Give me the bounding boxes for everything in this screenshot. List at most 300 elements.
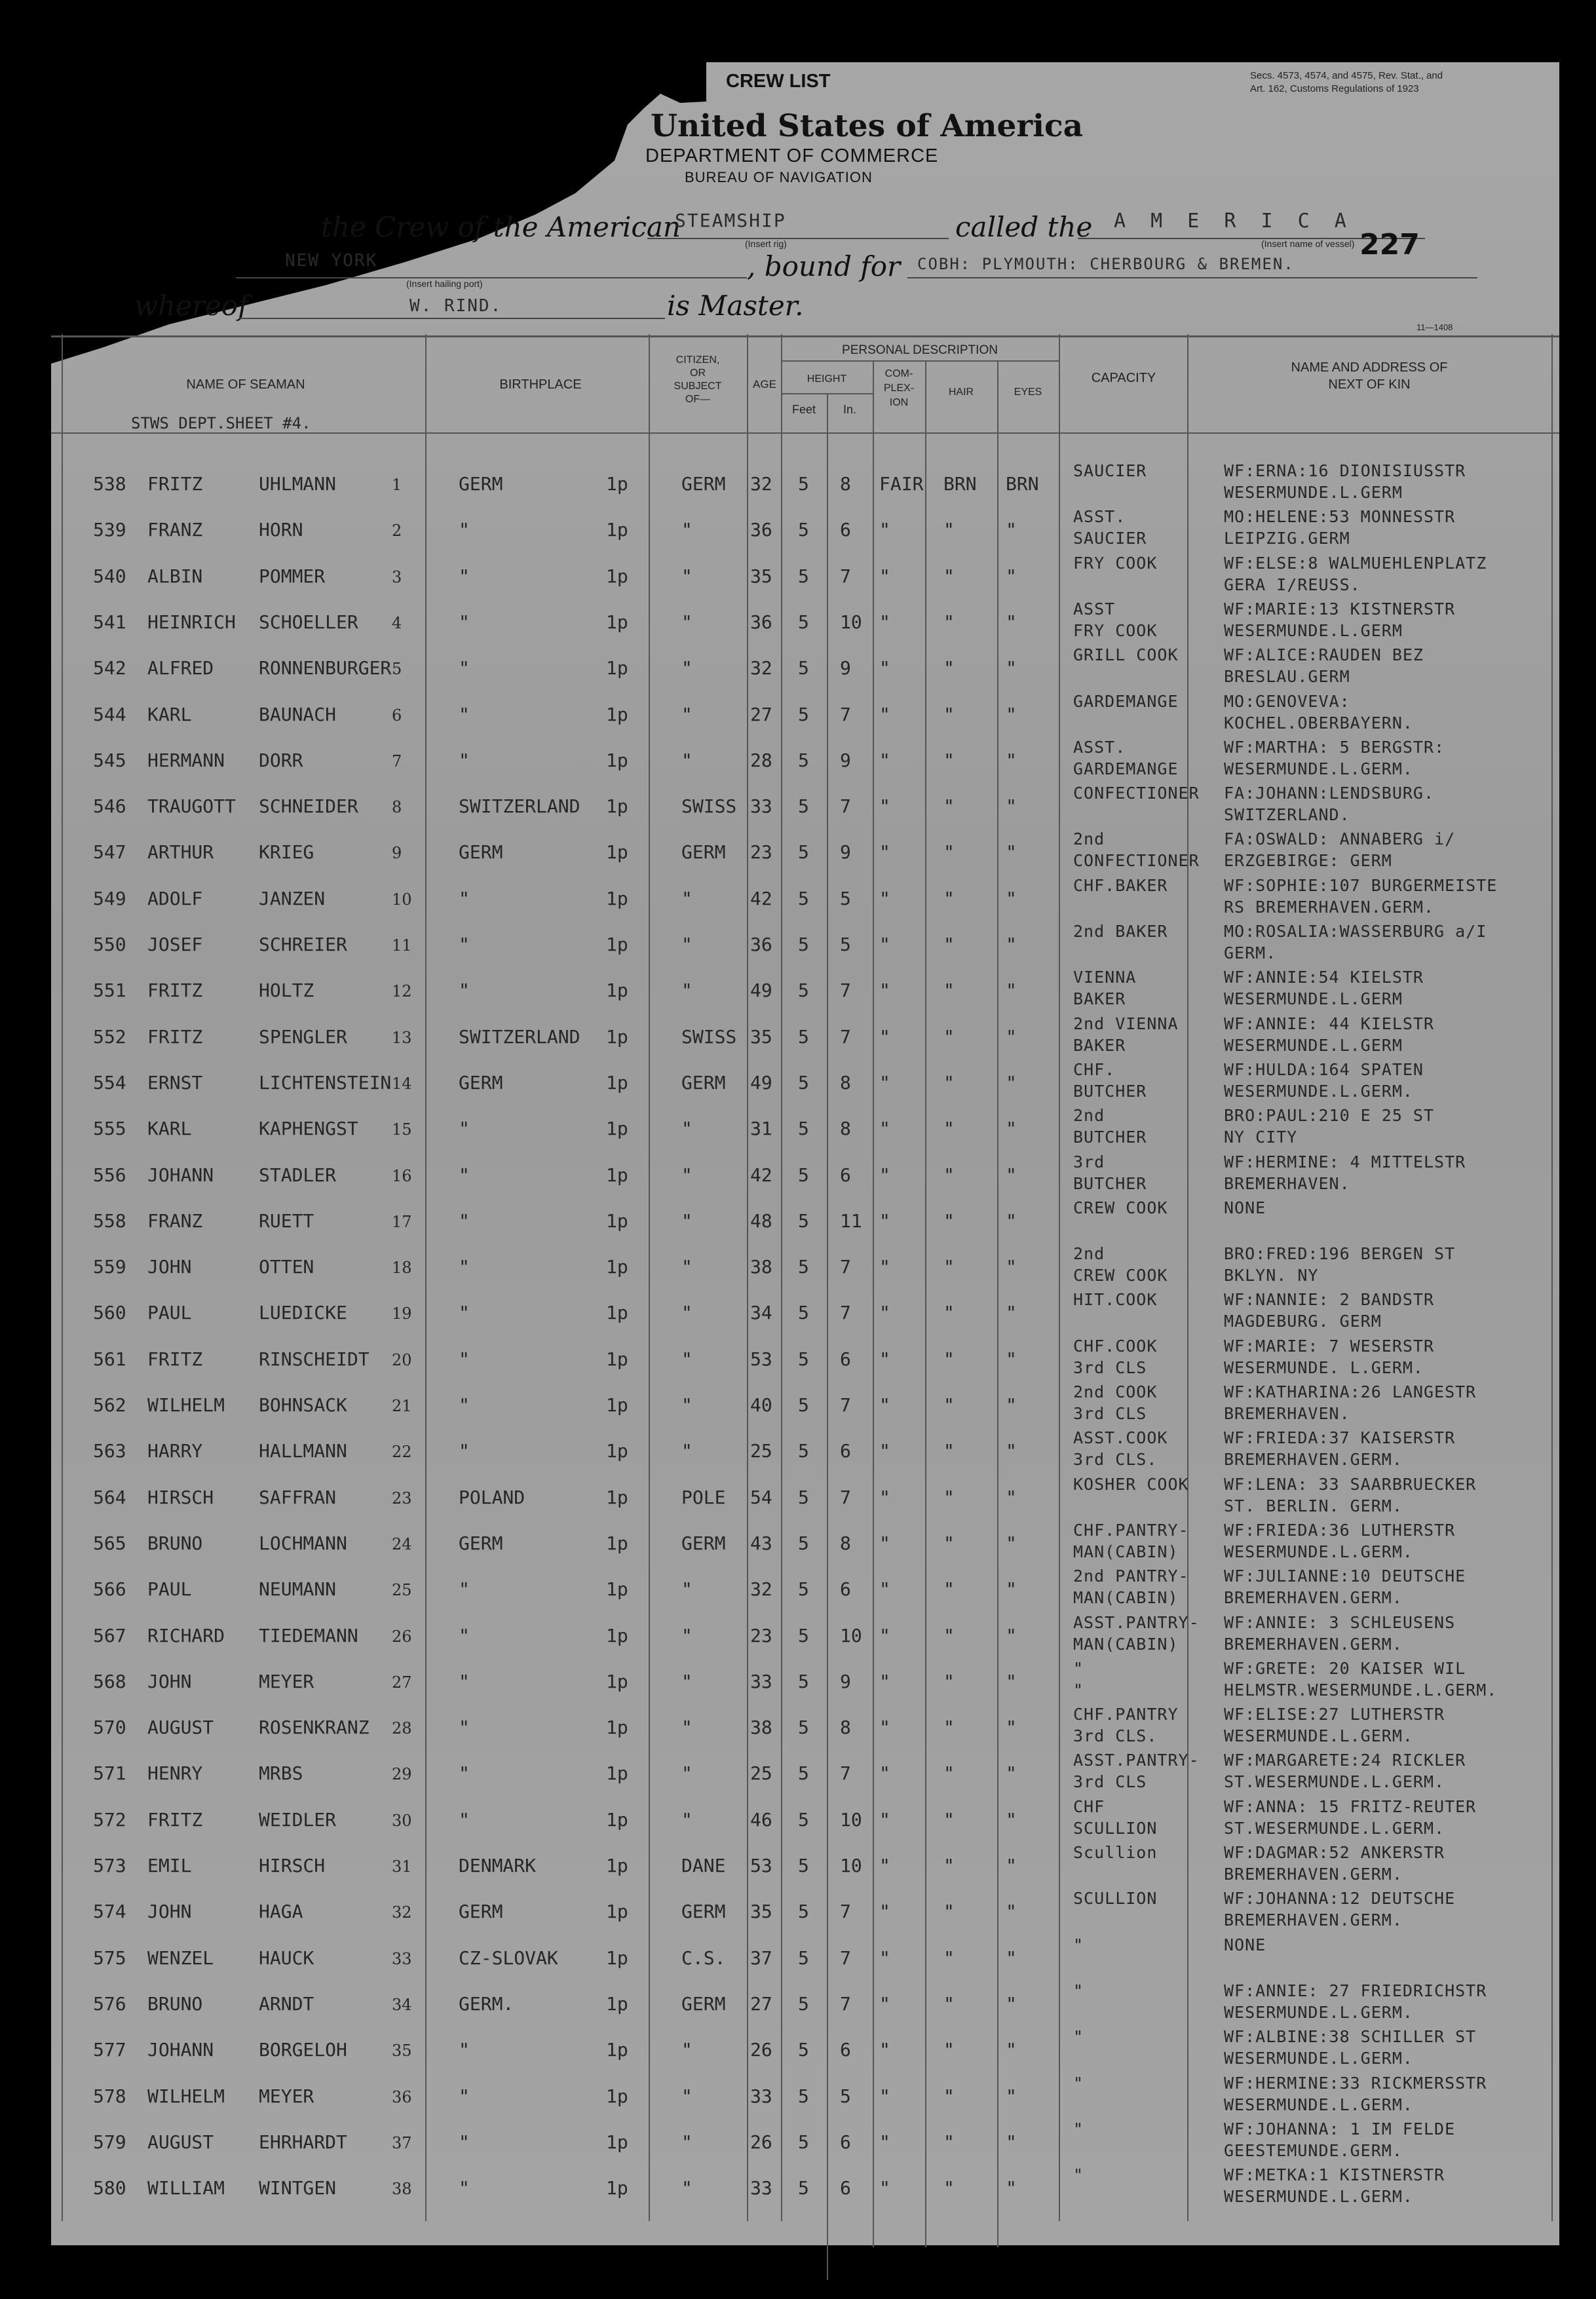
height-feet: 5 [798,1118,809,1140]
age: 42 [750,887,772,909]
age: 35 [750,1025,772,1048]
citizenship: " [681,1118,693,1140]
last-name: SCHREIER [259,934,347,955]
rating-class: 1p [606,1762,628,1785]
capacity [1073,828,1200,871]
eyes: " [1006,1808,1017,1831]
hair: " [943,1071,955,1093]
next-of-kin [1224,2072,1487,2116]
age: 38 [750,1256,772,1278]
age: 28 [750,749,772,771]
complexion: " [879,1348,890,1370]
last-name: MEYER [259,1670,314,1692]
rating-class: 1p [606,2039,628,2061]
rating-class: 1p [606,2131,628,2153]
kin-line-1: FA:OSWALD: ANNABERG i/ [1224,829,1456,849]
kin-line-2: ST. BERLIN. GERM. [1224,1496,1403,1515]
eyes: " [1006,1670,1017,1692]
birthplace: " [459,1256,470,1278]
height-inches: 7 [840,1992,851,2015]
seaman-serial: 19 [392,1304,412,1323]
capacity-line-2: " [1073,2119,1084,2138]
seaman-serial: 33 [392,1949,412,1968]
rating-class: 1p [606,473,628,495]
complexion: " [879,519,890,541]
col-age-header: AGE [753,378,776,390]
capacity-line-1: CHF. [1073,1059,1116,1079]
height-feet: 5 [798,1164,809,1186]
complexion: " [879,1670,890,1692]
capacity-line-2: GRILL COOK [1073,645,1179,665]
table-row [0,1426,1596,1472]
table-row [0,1334,1596,1380]
seaman-serial: 7 [392,751,402,770]
seaman-serial: 31 [392,1857,412,1876]
kin-line-2: RS BREMERHAVEN.GERM. [1224,897,1435,917]
height-inches: 9 [840,841,851,864]
rating-class: 1p [606,934,628,955]
last-name: RUETT [259,1209,314,1232]
capacity-line-2: 3rd CLS. [1073,1450,1158,1470]
hair: " [943,611,955,633]
kin-line-1: MO:HELENE:53 MONNESSTR [1224,507,1456,527]
first-name: WILLIAM [147,2177,225,2199]
capacity [1073,1519,1189,1563]
citizenship: " [681,611,693,633]
height-feet: 5 [798,1071,809,1093]
eyes: " [1006,1118,1017,1140]
first-name: JOSEF [147,934,203,955]
kin-line-2: LEIPZIG.GERM [1224,529,1350,548]
crew-number: 559 [93,1256,126,1278]
crew-number: 567 [93,1624,126,1646]
next-of-kin [1224,875,1497,918]
crew-number: 540 [93,565,126,587]
next-of-kin [1224,1335,1434,1378]
height-inches: 7 [840,1901,851,1923]
next-of-kin [1224,2164,1445,2207]
age: 36 [750,934,772,955]
birthplace: " [459,1670,470,1692]
age: 54 [750,1486,772,1508]
kin-line-1: WF:MARTHA: 5 BERGSTR: [1224,737,1445,757]
next-of-kin [1224,1888,1455,1931]
capacity-line-2: 3rd CLS [1073,1358,1147,1377]
last-name: POMMER [259,565,326,587]
capacity-line-2: HIT.COOK [1073,1290,1158,1310]
table-row [0,965,1596,1011]
rating-class: 1p [606,703,628,725]
capacity-line-1: VIENNA [1073,968,1137,987]
birthplace: " [459,1394,470,1416]
birthplace: " [459,657,470,679]
eyes: " [1006,1209,1017,1232]
col-feet-header: Feet [791,403,816,416]
eyes: " [1006,749,1017,771]
rating-class: 1p [606,1071,628,1093]
age: 33 [750,2085,772,2107]
last-name: EHRHARDT [259,2131,347,2153]
complexion: " [879,611,890,633]
table-row [0,1287,1596,1333]
hair: " [943,1302,955,1324]
last-name: HAUCK [259,1947,314,1969]
kin-line-1: WF:JOHANNA: 1 IM FELDE [1224,2119,1456,2138]
age: 49 [750,1071,772,1093]
col-kin-header [1199,359,1540,393]
capacity [1073,1749,1200,1793]
height-feet: 5 [798,1762,809,1785]
capacity-line-2: BUTCHER [1073,1081,1147,1101]
next-of-kin [1224,1197,1266,1219]
capacity-line-2: 3rd CLS. [1073,1726,1158,1746]
birthplace: " [459,749,470,771]
kin-line-2: BREMERHAVEN.GERM. [1224,1450,1403,1470]
citizenship: " [681,1440,693,1462]
hailing-underline [236,277,747,278]
last-name: KAPHENGST [259,1118,358,1140]
capacity-line-2: CONFECTIONER [1073,851,1200,871]
height-feet: 5 [798,657,809,679]
height-inches: 5 [840,887,851,909]
age: 35 [750,565,772,587]
age: 42 [750,1164,772,1186]
table-row [0,2024,1596,2070]
kin-line-2: BREMERHAVEN.GERM. [1224,1865,1403,1884]
table-row [0,1795,1596,1840]
height-inches: 5 [840,2085,851,2107]
next-of-kin [1224,1243,1455,1286]
hair: " [943,1209,955,1232]
first-name: AUGUST [147,1717,214,1739]
crew-number: 576 [93,1992,126,2015]
eyes: " [1006,1855,1017,1876]
citizenship: " [681,1578,693,1601]
kin-line-2: WESERMUNDE.L.GERM. [1224,2095,1413,2114]
crew-number: 546 [93,795,126,818]
kin-line-2: WESERMUNDE.L.GERM [1224,483,1403,502]
next-of-kin [1224,1565,1466,1608]
first-name: WILHELM [147,1394,225,1416]
first-name: RICHARD [147,1624,225,1646]
crew-number: 554 [93,1071,126,1093]
complexion: " [879,1855,890,1876]
complexion: " [879,1440,890,1462]
height-feet: 5 [798,1486,809,1508]
birthplace: " [459,1164,470,1186]
seaman-serial: 38 [392,2180,412,2199]
next-of-kin [1224,1105,1434,1148]
capacity [1073,1335,1157,1378]
next-of-kin [1224,2118,1455,2161]
eyes: " [1006,657,1017,679]
kin-line-1: WF:HULDA:164 SPATEN [1224,1059,1424,1079]
page-number: 227 [1359,228,1420,261]
bound-for-label: , bound for [747,250,901,282]
kin-line-1: WF:MARGARETE:24 RICKLER [1224,1751,1466,1770]
next-of-kin [1224,1658,1497,1701]
next-of-kin [1224,1703,1445,1747]
rating-class: 1p [606,519,628,541]
table-row [0,827,1596,873]
seaman-serial: 17 [392,1212,412,1231]
eyes: " [1006,1532,1017,1554]
seaman-serial: 24 [392,1534,412,1553]
next-of-kin [1224,691,1413,734]
seaman-serial: 10 [392,890,412,909]
complexion: " [879,1762,890,1785]
kin-line-2: WESERMUNDE.L.GERM. [1224,759,1413,778]
eyes: " [1006,1348,1017,1370]
table-row [0,597,1596,643]
complexion: " [879,1025,890,1048]
col-height-header: HEIGHT [807,373,847,385]
citizenship: " [681,1256,693,1278]
complexion: " [879,1486,890,1508]
col-hair-header: HAIR [948,387,974,398]
birthplace: " [459,1302,470,1324]
crew-number: 538 [93,473,126,495]
crew-number: 563 [93,1440,126,1462]
eyes: " [1006,1578,1017,1601]
bureau-title: BUREAU OF NAVIGATION [685,169,873,185]
table-row [0,459,1596,504]
last-name: HAGA [259,1901,303,1923]
hailing-port: NEW YORK [285,251,378,271]
table-row [0,781,1596,827]
birthplace: " [459,2131,470,2153]
table-row [0,689,1596,735]
first-name: HIRSCH [147,1486,214,1508]
citizenship: " [681,1624,693,1646]
eyes: " [1006,1717,1017,1739]
age: 25 [750,1440,772,1462]
kin-line-2: WESERMUNDE.L.GERM. [1224,2049,1413,2068]
kin-line-2: WESERMUNDE.L.GERM. [1224,1726,1413,1746]
age: 48 [750,1209,772,1232]
capacity [1073,1980,1084,2002]
age: 32 [750,657,772,679]
capacity-line-2: CREW COOK [1073,1266,1168,1285]
height-inches: 7 [840,703,851,725]
statute-line-1: Secs. 4573, 4574, and 4575, Rev. Stat., and [1250,70,1443,81]
next-of-kin [1224,1749,1466,1793]
complexion-line-2: PLEX- [883,383,915,394]
citizenship: " [681,1164,693,1186]
next-of-kin [1224,1796,1476,1839]
crew-of-label: the Crew of the American [321,211,681,243]
citizenship: GERM [681,841,726,864]
citizenship: GERM [681,1992,726,2015]
rating-class: 1p [606,1486,628,1508]
hair: " [943,2131,955,2153]
table-row [0,1840,1596,1886]
capacity-line-2: SCULLION [1073,1889,1158,1909]
capacity-line-1: ASST.PANTRY- [1073,1612,1200,1632]
next-of-kin [1224,552,1487,596]
hair: " [943,565,955,587]
capacity-line-2: 2nd BAKER [1073,922,1168,941]
kin-line-2: WESERMUNDE.L.GERM. [1224,1081,1413,1101]
next-of-kin [1224,1059,1424,1102]
complexion: " [879,2131,890,2153]
eyes: " [1006,2131,1017,2153]
first-name: PAUL [147,1578,192,1601]
capacity-line-1: ASST.COOK [1073,1428,1168,1448]
complexion: " [879,1624,890,1646]
age: 33 [750,1670,772,1692]
birthplace: " [459,703,470,725]
citizenship: " [681,1717,693,1739]
age: 23 [750,841,772,864]
crew-number: 560 [93,1302,126,1324]
birthplace: " [459,2085,470,2107]
crew-number: 550 [93,934,126,955]
eyes: " [1006,1624,1017,1646]
hair: " [943,1256,955,1278]
crew-number: 572 [93,1808,126,1831]
table-row [0,1472,1596,1518]
seaman-serial: 23 [392,1489,412,1508]
eyes: " [1006,2085,1017,2107]
capacity-line-1: CHF [1073,1796,1105,1816]
age: 27 [750,1992,772,2015]
crew-number: 558 [93,1209,126,1232]
seaman-serial: 35 [392,2042,412,2061]
capacity-line-1: 2nd PANTRY- [1073,1567,1189,1586]
rating-class: 1p [606,611,628,633]
seaman-serial: 9 [392,844,402,863]
height-feet: 5 [798,1256,809,1278]
capacity-line-2: MAN(CABIN) [1073,1588,1179,1608]
height-inches: 6 [840,2177,851,2199]
seaman-serial: 25 [392,1581,412,1600]
complexion: " [879,979,890,1002]
crew-number: 580 [93,2177,126,2199]
capacity-line-2: Scullion [1073,1843,1158,1862]
citizen-line-1: CITIZEN, [675,354,720,366]
crew-number: 561 [93,1348,126,1370]
seaman-serial: 12 [392,982,412,1001]
hair: " [943,2177,955,2199]
complexion: " [879,1394,890,1416]
kin-line-2: BREMERHAVEN. [1224,1404,1350,1423]
citizenship: " [681,565,693,587]
kin-line-2: SWITZERLAND. [1224,805,1350,825]
age: 32 [750,473,772,495]
height-feet: 5 [798,1808,809,1831]
height-inches: 7 [840,1256,851,1278]
height-feet: 5 [798,1992,809,2015]
first-name: ALBIN [147,565,203,587]
capacity [1073,1796,1157,1839]
citizenship: " [681,1394,693,1416]
height-feet: 5 [798,2177,809,2199]
kin-line-1: WF:JULIANNE:10 DEUTSCHE [1224,1567,1466,1586]
kin-line-1: WF:ALBINE:38 SCHILLER ST [1224,2027,1477,2047]
first-name: FRITZ [147,1348,203,1370]
age: 40 [750,1394,772,1416]
rating-class: 1p [606,1947,628,1969]
rating-class: 1p [606,841,628,864]
capacity-line-1: 2nd [1073,1106,1105,1126]
eyes: " [1006,2177,1017,2199]
complexion: " [879,1164,890,1186]
table-row [0,2071,1596,2117]
kin-line-2: NONE [1224,1198,1266,1217]
age: 23 [750,1624,772,1646]
last-name: BOHNSACK [259,1394,347,1416]
table-row [0,1933,1596,1979]
complexion: " [879,703,890,725]
complexion: " [879,795,890,818]
eyes: " [1006,1256,1017,1278]
hair: " [943,1118,955,1140]
age: 43 [750,1532,772,1554]
seaman-serial: 20 [392,1350,412,1369]
height-inches: 7 [840,1762,851,1785]
table-row [0,551,1596,597]
crew-number: 562 [93,1394,126,1416]
eyes: " [1006,1164,1017,1186]
first-name: JOHN [147,1256,192,1278]
first-name: FRITZ [147,1808,203,1831]
rating-class: 1p [606,1808,628,1831]
master-name: W. RIND. [409,296,503,316]
called-the-label: called the [955,211,1093,243]
col-inches-header: In. [843,403,856,416]
crew-number: 556 [93,1164,126,1186]
kin-line-1: WF:LENA: 33 SAARBRUECKER [1224,1474,1477,1494]
eyes: " [1006,1486,1017,1508]
rating-class: 1p [606,2085,628,2107]
birthplace: POLAND [459,1486,525,1508]
kin-header-line-1: NAME AND ADDRESS OF [1291,360,1448,375]
rating-class: 1p [606,1855,628,1876]
kin-line-2: BREMERHAVEN.GERM. [1224,1634,1403,1654]
seaman-serial: 32 [392,1903,412,1922]
age: 34 [750,1302,772,1324]
height-inches: 8 [840,1071,851,1093]
birthplace: CZ-SLOVAK [459,1947,558,1969]
citizenship: " [681,657,693,679]
birthplace: GERM [459,473,503,495]
last-name: HOLTZ [259,979,314,1002]
eyes: BRN [1006,473,1039,495]
eyes: " [1006,1947,1017,1969]
kin-line-1: BRO:FRED:196 BERGEN ST [1224,1244,1456,1264]
next-of-kin [1224,1934,1266,1956]
height-feet: 5 [798,934,809,955]
kin-line-2: ST.WESERMUNDE.L.GERM. [1224,1818,1445,1838]
birthplace: SWITZERLAND [459,1025,580,1048]
complexion: " [879,749,890,771]
kin-line-1: WF:FRIEDA:36 LUTHERSTR [1224,1520,1456,1540]
crew-number: 545 [93,749,126,771]
age: 35 [750,1901,772,1923]
first-name: HARRY [147,1440,203,1462]
citizenship: GERM [681,1532,726,1554]
capacity [1073,1289,1157,1310]
height-inches: 9 [840,749,851,771]
capacity-line-2: " [1073,2027,1084,2047]
hair: " [943,749,955,771]
hair: " [943,795,955,818]
last-name: RINSCHEIDT [259,1348,370,1370]
height-feet: 5 [798,2039,809,2061]
next-of-kin [1224,1013,1434,1056]
last-name: SCHOELLER [259,611,358,633]
